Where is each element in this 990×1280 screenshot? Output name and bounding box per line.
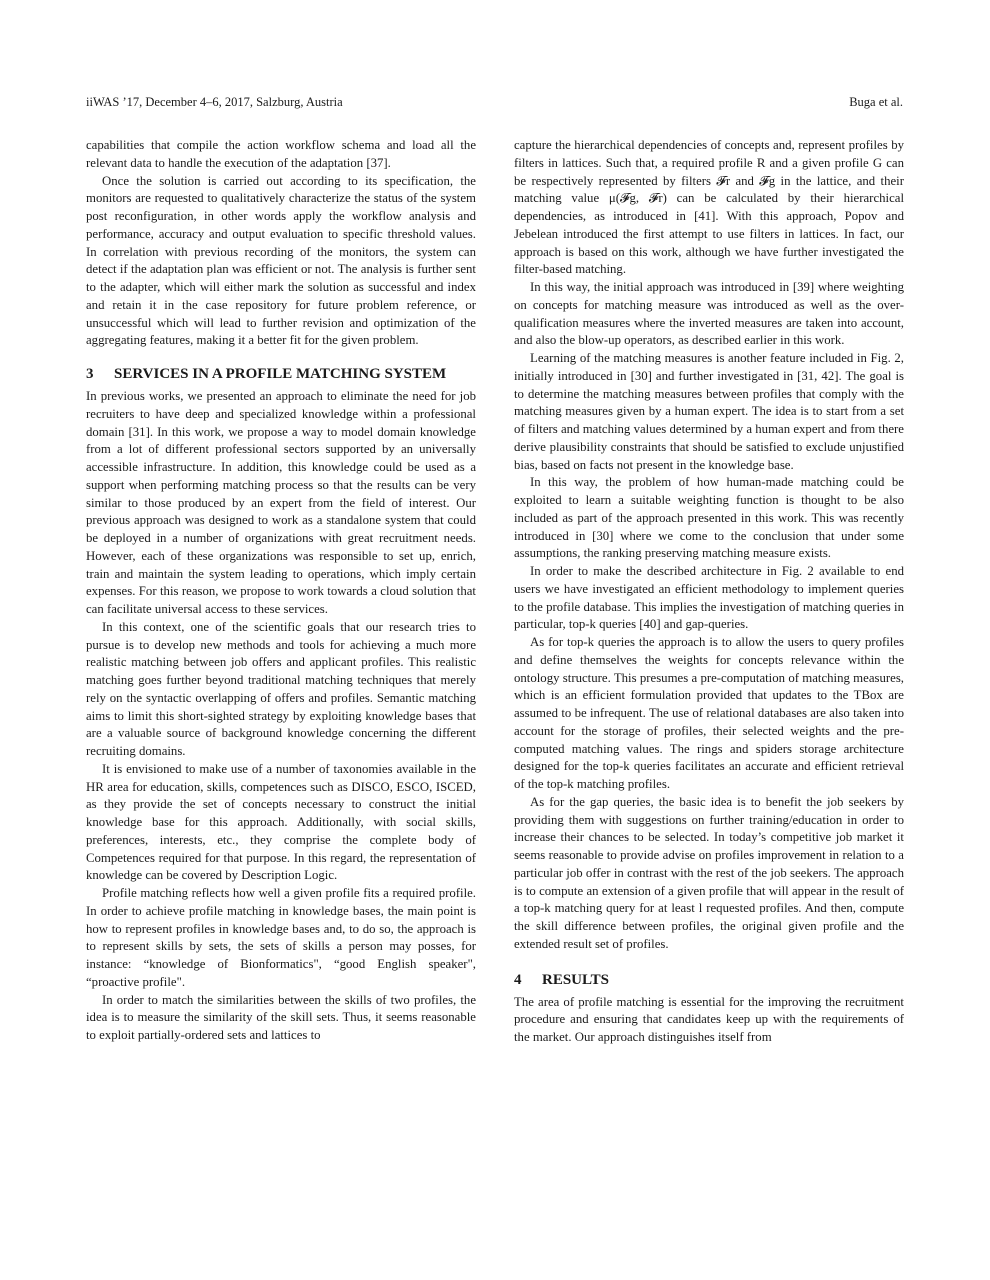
paragraph: capabilities that compile the action workflow schema and load all the relevant data to handle the execution of the adaptation [37].	[86, 138, 476, 170]
section-title: RESULTS	[542, 971, 609, 988]
paragraph: In this way, the problem of how human-made matching could be exploited to learn a suitable weighting function is thought to be also included as part of the approach presented in this work. This was recently introduced in [30] where we come to the conclusion that under some assumptions, the ranking preserving matching measure exists.	[514, 475, 904, 561]
paragraph: As for top-k queries the approach is to allow the users to query profiles and define themselves the weights for concepts relevance within the ontology structure. This presumes a pre-computation of matching measures, which is an efficient formulation provided that updates to the TBox are assumed to be infrequent. The use of relational databases are also taken into account for the storage of profiles, their selected weights and the pre-computed matching values. The rings and spiders storage architecture designed for the top-k queries facilitates an accurate and efficient retrieval of the top-k matching profiles.	[514, 635, 904, 791]
paragraph: It is envisioned to make use of a number of taxonomies available in the HR area for education, skills, competences such as DISCO, ESCO, ISCED, as they provide the set of concepts necessary to construct the initial knowledge base for this approach. Additionally, with social skills, preferences, interests, etc., they comprise the complete body of Competences required for that purpose. In this regard, the representation of knowledge can be covered by Description Logic.	[86, 761, 476, 883]
section-heading	[514, 971, 904, 990]
header-venue: iiWAS ’17, December 4–6, 2017, Salzburg, Austria	[86, 95, 343, 109]
paragraph: Learning of the matching measures is another feature included in Fig. 2, initially introduced in [30] and further investigated in [31, 42]. The goal is to determine the matching measures between profiles that comply with the matching measures given by a human expert. The idea is to start from a set of filters and matching values determined by a human expert and from there derive plausibility constraints that should be satisfied to exclude unjustified bias, based on facts not present in the knowledge base.	[514, 351, 904, 472]
paragraph: In previous works, we presented an approach to eliminate the need for job recruiters to have deep and specialized knowledge within a professional domain [31]. In this work, we propose a way to model domain knowledge from a lot of different professional sectors supported by an universally accessible infrastructure. In addition, this knowledge could be used as a support when performing matching process so that the results can be very similar to those produced by an expert from the field of interest. Our previous approach was designed to work as a standalone system that could be deployed in a number of organizations with great recruitment needs. However, each of these organizations was responsible to set up, enrich, train and maintain the system leading to operations, which imply certain expenses. For this reason, we propose to work towards a cloud solution that can facilitate universal access to these services.	[86, 389, 476, 616]
section-title: SERVICES IN A PROFILE MATCHING SYSTEM	[114, 366, 447, 382]
paragraph: As for the gap queries, the basic idea is to benefit the job seekers by providing them with suggestions on further training/education in order to increase their chances to be selected. In today’s competitive job market it seems reasonable to provide advise on profiles improvement in relation to a particular job offer in contrast with the rest of the job seekers. The approach is to compute an extension of a given profile that will appear in the result of a top-k matching query for at least l requested profiles. And then, compute the skill difference between profiles, the original given profile and the extended result set of profiles.	[514, 794, 904, 951]
right-column	[514, 137, 904, 1047]
paragraph: In this context, one of the scientific goals that our research tries to pursue is to develop new methods and tools for achieving a much more realistic matching between job offers and applicant profiles. This realistic matching goes further beyond traditional matching techniques that merely rely on the syntactic overlapping of offers and profiles. Semantic matching aims to limit this short-sighted strategy by exploiting knowledge bases that are a valuable source of background knowledge concerning the different recruiting domains.	[86, 619, 476, 758]
section-number: 4	[514, 971, 522, 988]
left-column	[86, 137, 476, 1045]
paragraph: In this way, the initial approach was introduced in [39] where weighting on concepts for matching measure was introduced as well as the over-qualification measures where the inverted measures are taken into account, and also the blow-up operators, as described earlier in this work.	[514, 280, 904, 348]
paragraph: In order to make the described architecture in Fig. 2 available to end users we have investigated an efficient methodology to implement queries to the profile database. This implies the investigation of matching queries in particular, top-k queries [40] and gap-queries.	[514, 564, 904, 632]
section-number: 3	[86, 366, 94, 382]
paragraph: Once the solution is carried out according to its specification, the monitors are requested to qualitatively characterize the status of the system post reconfiguration, in other words apply the workflow analysis and performance, accuracy and output evaluation to specific threshold values. In correlation with previous recording of the monitors, the system can detect if the adaptation plan was efficient or not. The analysis is further sent to the adapter, which will either mark the solution as successful and index and retain it in the case repository for future problem reference, or unsuccessful which will lead to further revision and optimization of the aggregating features, making it a better fit for the given problem.	[86, 173, 476, 348]
paragraph: Profile matching reflects how well a given profile fits a required profile. In order to achieve profile matching in knowledge bases, the main point is how to represent profiles in knowledge bases and, to do so, the approach is to represent skills by sets, the sets of skills a person may posses, for instance: “knowledge of Bionformatics", “good English speaker", “proactive profile".	[86, 886, 476, 989]
header-authors: Buga et al.	[849, 95, 903, 109]
paragraph: capture the hierarchical dependencies of concepts and, represent profiles by filters in lattices. Such that, a required profile R and a given profile G can be respectively represented by filters 𝓕r and 𝓕g in the lattice, and their matching value μ(𝓕g, 𝓕r) can be calculated by their hierarchical dependencies, as introduced in [41]. With this approach, Popov and Jebelean introduced the first attempt to use filters in lattices. In fact, our approach is based on this work, although we have further investigated the filter-based matching.	[514, 138, 904, 277]
paragraph: In order to match the similarities between the skills of two profiles, the idea is to measure the similarity of the skill sets. Thus, it seems reasonable to exploit partially-ordered sets and lattices to	[86, 992, 476, 1042]
section-heading	[86, 365, 476, 384]
paragraph: The area of profile matching is essential for the improving the recruitment procedure and ensuring that candidates keep up with the requirements of the market. Our approach distinguishes itself from	[514, 994, 904, 1044]
running-header	[86, 95, 903, 111]
